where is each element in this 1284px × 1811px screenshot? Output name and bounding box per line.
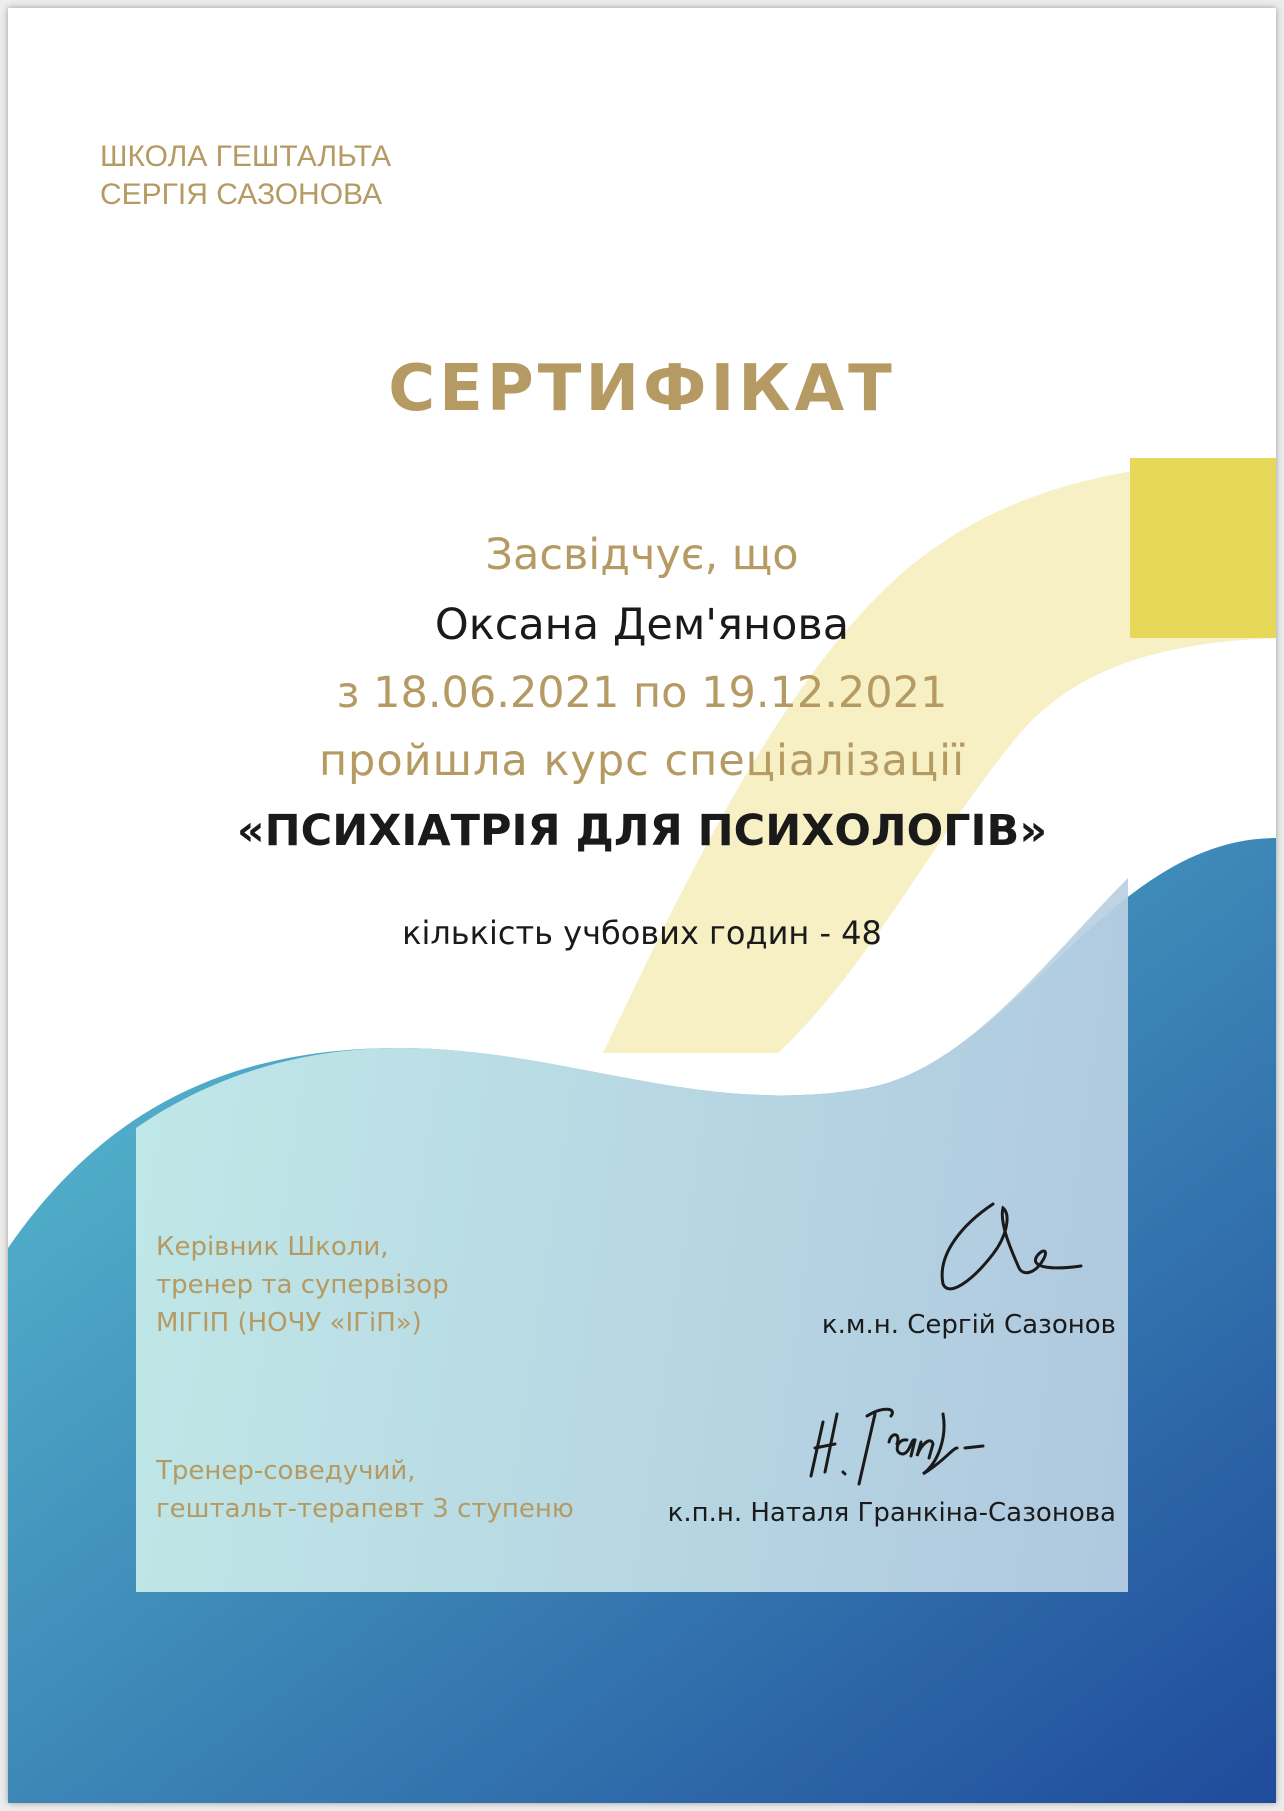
- signer-2-name: к.п.н. Наталя Гранкіна-Сазонова: [667, 1498, 1116, 1528]
- school-name-line-1: ШКОЛА ГЕШТАЛЬТА: [100, 140, 392, 173]
- signer-2-role: [156, 1452, 574, 1528]
- school-name-line-2: СЕРГІЯ САЗОНОВА: [100, 178, 383, 211]
- course-dates: з 18.06.2021 по 19.12.2021: [336, 668, 948, 718]
- study-hours: кількість учбових годин - 48: [402, 914, 882, 952]
- role-line: МІГІП (НОЧУ «ІГіП»): [156, 1308, 422, 1338]
- certifies-text: Засвідчує, що: [485, 530, 799, 580]
- certificate-title: СЕРТИФІКАТ: [388, 352, 896, 426]
- recipient-name: Оксана Дем'янова: [434, 600, 850, 650]
- signature-icon: [923, 1194, 1083, 1304]
- role-line: Тренер-соведучий,: [156, 1456, 416, 1486]
- role-line: гештальт-терапевт 3 ступеню: [156, 1494, 574, 1524]
- decorative-waves-background: [8, 8, 1276, 1803]
- course-intro: пройшла курс спеціалізації: [318, 736, 966, 786]
- signer-1-name: к.м.н. Сергій Сазонов: [821, 1310, 1116, 1340]
- signer-1-role: [156, 1228, 449, 1342]
- school-name: [100, 138, 391, 214]
- role-line: Керівник Школи,: [156, 1232, 389, 1262]
- role-line: тренер та супервізор: [156, 1270, 449, 1300]
- signature-icon: [793, 1392, 993, 1492]
- course-name: «ПСИХІАТРІЯ ДЛЯ ПСИХОЛОГІВ»: [236, 806, 1048, 856]
- certificate-page: [8, 8, 1276, 1803]
